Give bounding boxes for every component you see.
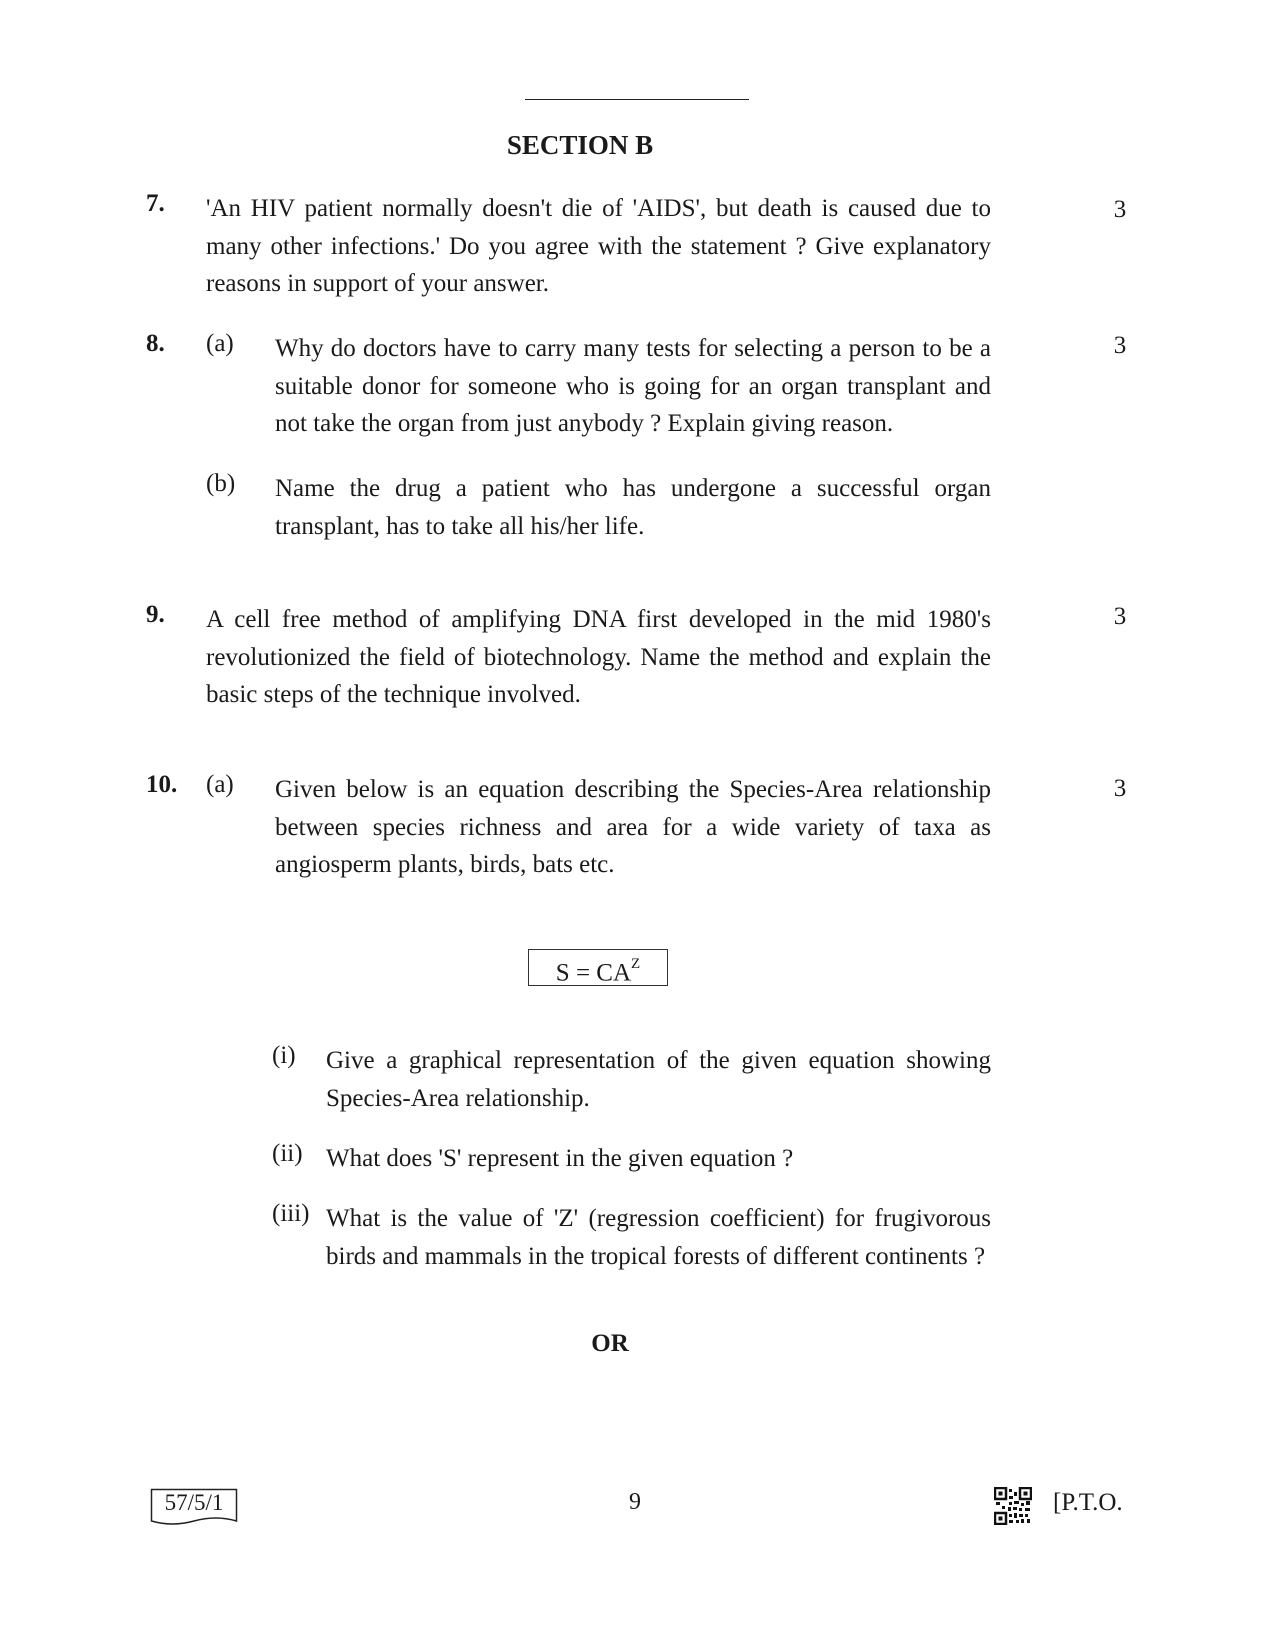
q10-marks: 3 <box>1113 775 1127 802</box>
q8-marks: 3 <box>1113 332 1127 359</box>
q8-number: 8. <box>146 330 165 357</box>
q10-number: 10. <box>146 771 178 798</box>
q8a-label: (a) <box>206 330 234 357</box>
pto-label: [P.T.O. <box>1053 1489 1123 1516</box>
page-number: 9 <box>629 1489 641 1515</box>
q10-sub-i-label: (i) <box>272 1042 296 1069</box>
section-title: SECTION B <box>506 130 654 160</box>
q8b-text: Name the drug a patient who has undergone a successful organ transplant, has to take all his/her life. <box>275 475 991 540</box>
q9-number: 9. <box>146 601 165 628</box>
q10-sub-i-text: Give a graphical representation of the given equation showing Species-Area relationship. <box>326 1047 991 1112</box>
q10a-text: Given below is an equation describing the Species-Area relationship between species richness and area for a wide variety of taxa as angiosperm plants, birds, bats etc. <box>275 776 991 878</box>
paper-code-badge <box>150 1488 238 1526</box>
paper-code: 57/5/1 <box>164 1490 224 1515</box>
q8b-label: (b) <box>206 470 236 497</box>
q7-number: 7. <box>146 190 165 217</box>
q10-sub-iii-label: (iii) <box>272 1200 310 1227</box>
q10-sub-ii-label: (ii) <box>272 1140 303 1167</box>
q7-text: 'An HIV patient normally doesn't die of 'AIDS', but death is caused due to many other infections.' Do you agree with the statement ? Give explanatory reasons in support of your answer. <box>206 195 991 297</box>
or-divider: OR <box>591 1330 629 1357</box>
q7-marks: 3 <box>1113 196 1127 223</box>
q10a-label: (a) <box>206 771 234 798</box>
q10-sub-ii-text: What does 'S' represent in the given equation ? <box>326 1145 794 1172</box>
top-rule <box>525 99 749 100</box>
q9-text: A cell free method of amplifying DNA first developed in the mid 1980's revolutionized the field of biotechnology. Name the method and explain the basic steps of the technique involved. <box>206 606 991 708</box>
equation-base: S = CA <box>555 959 632 987</box>
q8a-text: Why do doctors have to carry many tests for selecting a person to be a suitable donor for someone who is going for an organ transplant and not take the organ from just anybody ? Explain giving reason. <box>275 335 991 437</box>
qr-code-icon <box>994 1487 1032 1525</box>
equation-box <box>528 949 668 986</box>
equation-exponent: Z <box>631 956 641 972</box>
q10-sub-iii-text: What is the value of 'Z' (regression coefficient) for frugivorous birds and mammals in the tropical forests of different continents ? <box>326 1205 991 1270</box>
q9-marks: 3 <box>1113 603 1127 630</box>
